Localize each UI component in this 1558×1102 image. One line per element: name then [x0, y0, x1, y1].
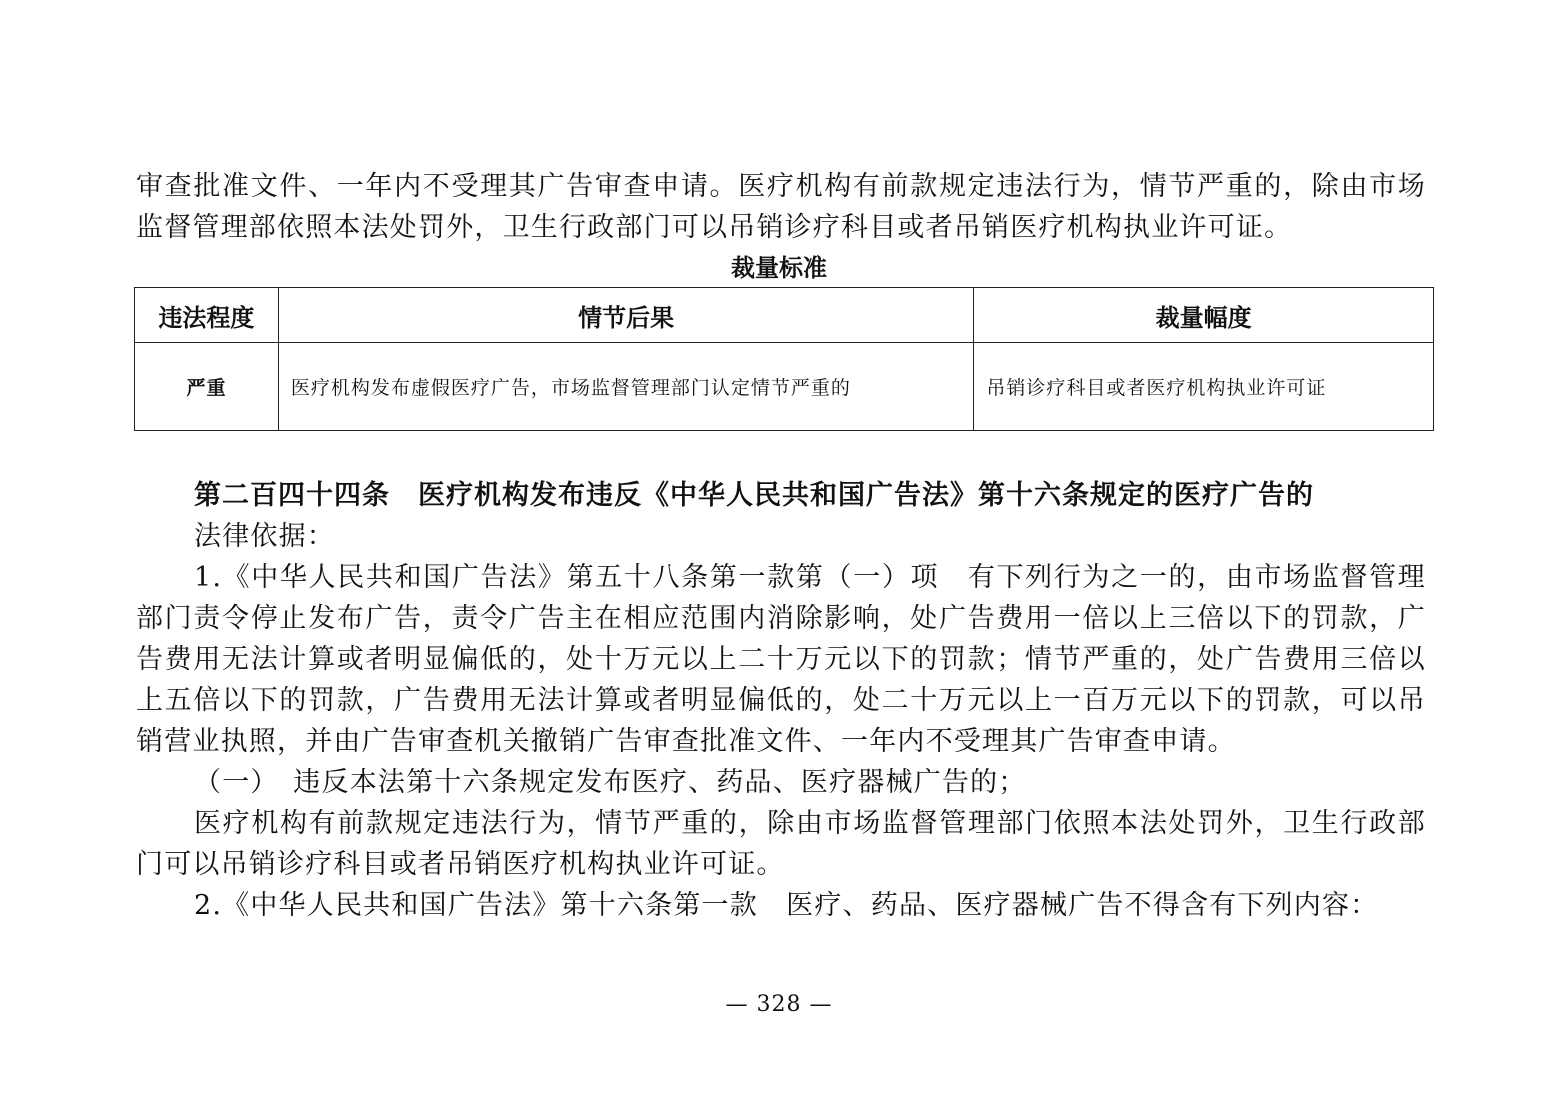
paragraph-clause-16: 2.《中华人民共和国广告法》第十六条第一款 医疗、药品、医疗器械广告不得含有下列内容： — [194, 890, 1379, 921]
cell-level: 严重 — [135, 343, 279, 431]
header-circumstances: 情节后果 — [278, 288, 973, 343]
header-discretion-range: 裁量幅度 — [974, 288, 1434, 343]
legal-basis-label: 法律依据： — [194, 521, 335, 552]
table-title: 裁量标准 — [731, 254, 827, 282]
table-row — [135, 343, 1434, 431]
intro-paragraph: 审查批准文件、一年内不受理其广告审查申请。医疗机构有前款规定违法行为，情节严重的，除由市场监督管理部依照本法处罚外，卫生行政部门可以吊销诊疗科目或者吊销医疗机构执业许可证。 — [136, 171, 1426, 243]
paragraph-medical-institution: 医疗机构有前款规定违法行为，情节严重的，除由市场监督管理部门依照本法处罚外，卫生行政部门可以吊销诊疗科目或者吊销医疗机构执业许可证。 — [136, 808, 1426, 880]
table-header-row — [135, 288, 1434, 343]
discretion-standard-table — [134, 287, 1434, 431]
cell-range: 吊销诊疗科目或者医疗机构执业许可证 — [974, 343, 1434, 431]
article-title: 第二百四十四条 医疗机构发布违反《中华人民共和国广告法》第十六条规定的医疗广告的 — [194, 480, 1314, 511]
page-number: — 328 — — [725, 992, 833, 1017]
cell-consequence: 医疗机构发布虚假医疗广告，市场监督管理部门认定情节严重的 — [278, 343, 973, 431]
page-content — [136, 166, 1426, 926]
paragraph-clause-58: 1.《中华人民共和国广告法》第五十八条第一款第（一）项 有下列行为之一的，由市场监督管理部门责令停止发布广告，责令广告主在相应范围内消除影响，处广告费用一倍以上三倍以下的罚款，广告费用无法计算或者明显偏低的，处十万元以上二十万元以下的罚款；情节严重的，处广告费用三倍以上五倍以下的罚款，广告费用无法计算或者明显偏低的，处二十万元以上一百万元以下的罚款，可以吊销营业执照，并由广告审查机关撤销广告审查批准文件、一年内不受理其广告审查申请。 — [136, 562, 1426, 757]
header-violation-degree: 违法程度 — [135, 288, 279, 343]
paragraph-item-1: （一） 违反本法第十六条规定发布医疗、药品、医疗器械广告的； — [194, 767, 1027, 798]
